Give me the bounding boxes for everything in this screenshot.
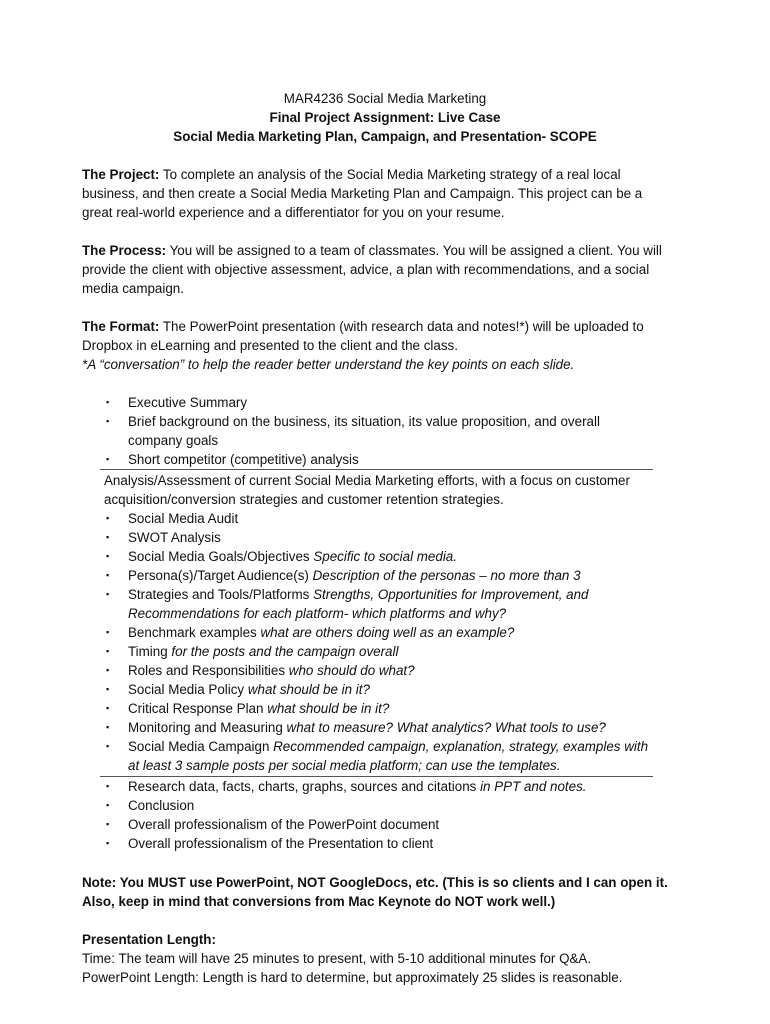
bullet: ▪	[106, 416, 110, 426]
length-heading: Presentation Length:	[82, 932, 216, 947]
process-label: The Process:	[82, 243, 167, 258]
bullet: ▪	[106, 589, 110, 599]
project-paragraph-line: business, and then create a Social Media Marketing Plan and Campaign. This project can be a	[82, 186, 643, 201]
list-item: Social Media Audit	[128, 511, 239, 526]
list-item-continuation: at least 3 sample posts per social media platform; can use the templates.	[128, 758, 561, 773]
list-item: Strategies and Tools/Platforms Strengths, Opportunities for Improvement, and	[128, 587, 589, 602]
process-paragraph-line: The Process: You will be assigned to a team of classmates. You will be assigned a client. You will	[82, 243, 662, 258]
list-item: Short competitor (competitive) analysis	[128, 452, 359, 467]
bullet: ▪	[106, 513, 110, 523]
analysis-intro-line: acquisition/conversion strategies and customer retention strategies.	[104, 492, 504, 507]
list-item: Overall professionalism of the Presentation to client	[128, 836, 434, 851]
bullet: ▪	[106, 684, 110, 694]
list-item: Benchmark examples what are others doing well as an example?	[128, 625, 515, 640]
assignment-title: Final Project Assignment: Live Case	[269, 110, 501, 125]
list-item: Critical Response Plan what should be in it?	[128, 701, 390, 716]
project-paragraph-line: great real-world experience and a differentiator for you on your resume.	[82, 205, 505, 220]
list-item: Monitoring and Measuring what to measure? What analytics? What tools to use?	[128, 720, 606, 735]
list-item: SWOT Analysis	[128, 530, 221, 545]
analysis-intro-line: Analysis/Assessment of current Social Media Marketing efforts, with a focus on customer	[104, 473, 630, 488]
project-label: The Project:	[82, 167, 160, 182]
bullet: ▪	[106, 570, 110, 580]
list-item: Persona(s)/Target Audience(s) Description of the personas – no more than 3	[128, 568, 581, 583]
bullet: ▪	[106, 454, 110, 464]
bullet: ▪	[106, 397, 110, 407]
list-item: Social Media Campaign Recommended campaign, explanation, strategy, examples with	[128, 739, 649, 754]
bullet: ▪	[106, 741, 110, 751]
project-paragraph-line: The Project: To complete an analysis of the Social Media Marketing strategy of a real local	[82, 167, 621, 182]
format-label: The Format:	[82, 319, 160, 334]
length-line: Time: The team will have 25 minutes to present, with 5-10 additional minutes for Q&A.	[82, 951, 592, 966]
warning-note-line: Note: You MUST use PowerPoint, NOT GoogleDocs, etc. (This is so clients and I can open it.	[82, 875, 668, 890]
length-line: PowerPoint Length: Length is hard to determine, but approximately 25 slides is reasonable.	[82, 970, 623, 985]
bullet: ▪	[106, 800, 110, 810]
process-paragraph-line: provide the client with objective assessment, advice, a plan with recommendations, and a social	[82, 262, 650, 277]
scope-title: Social Media Marketing Plan, Campaign, and Presentation- SCOPE	[173, 129, 597, 144]
list-item: Overall professionalism of the PowerPoint document	[128, 817, 440, 832]
bullet: ▪	[106, 838, 110, 848]
bullet: ▪	[106, 627, 110, 637]
bullet: ▪	[106, 722, 110, 732]
course-title: MAR4236 Social Media Marketing	[283, 91, 487, 106]
process-paragraph-line: media campaign.	[82, 281, 184, 296]
list-item: Executive Summary	[128, 395, 248, 410]
list-item-continuation: Recommendations for each platform- which platforms and why?	[128, 606, 507, 621]
list-item: Conclusion	[128, 798, 195, 813]
list-item: Social Media Goals/Objectives Specific to social media.	[128, 549, 457, 564]
bullet: ▪	[106, 781, 110, 791]
bullet: ▪	[106, 819, 110, 829]
bullet: ▪	[106, 703, 110, 713]
bullet: ▪	[106, 665, 110, 675]
list-item: Social Media Policy what should be in it?	[128, 682, 370, 697]
list-item: Timing for the posts and the campaign overall	[128, 644, 399, 659]
bullet: ▪	[106, 551, 110, 561]
list-item: Roles and Responsibilities who should do what?	[128, 663, 415, 678]
divider	[100, 469, 653, 470]
format-note: *A “conversation” to help the reader better understand the key points on each slide.	[82, 357, 575, 372]
bullet: ▪	[106, 646, 110, 656]
format-paragraph-line: The Format: The PowerPoint presentation (with research data and notes!*) will be uploaded to	[82, 319, 644, 334]
list-item: Research data, facts, charts, graphs, sources and citations in PPT and notes.	[128, 779, 587, 794]
list-item: Brief background on the business, its situation, its value proposition, and overall	[128, 414, 600, 429]
warning-note-line: Also, keep in mind that conversions from Mac Keynote do NOT work well.)	[82, 894, 556, 909]
format-paragraph-line: Dropbox in eLearning and presented to the client and the class.	[82, 338, 458, 353]
list-item-continuation: company goals	[128, 433, 219, 448]
bullet: ▪	[106, 532, 110, 542]
divider	[100, 776, 653, 777]
